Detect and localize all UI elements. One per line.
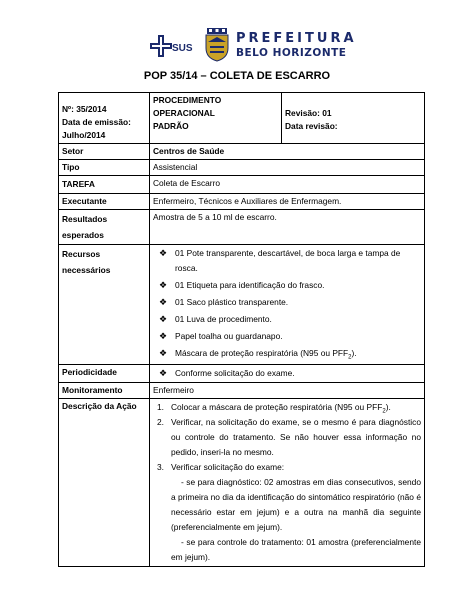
step-item: 1. Colocar a máscara de proteção respiratória (N95 ou $PFF_2$). [157,402,391,415]
row-recursos [59,245,425,365]
title-line2: OPERACIONAL [153,108,215,118]
step-item: 3. Verificar solicitação do exame: - se para diagnóstico: 02 amostras em dias consecutivos, sendo a primeira no dia da identificação do sintomático respiratório (não é necessário estar em jejum) e a outra na manhã dia seguinte (preferencialmente em jejum). - se para controle do tratamento: 01 amostra (preferencialmente em jejum). [153,460,421,565]
monitoramento-label: Monitoramento [59,383,150,399]
title-line1: PROCEDIMENTO [153,95,222,105]
org-name [236,32,357,60]
tipo-value: Assistencial [150,160,425,176]
executante-label: Executante [59,194,150,210]
revision-date: Data revisão: [285,121,338,131]
periodicidade-label: Periodicidade [59,365,150,383]
tarefa-label: TAREFA [59,176,150,194]
document-number: Nº: 35/2014 [62,104,107,114]
row-setor [59,144,425,160]
revision-cell [282,93,425,144]
periodicidade-value [150,365,425,383]
tipo-label: Tipo [59,160,150,176]
issue-label: Data de emissão: [62,117,131,127]
tarefa-value: Coleta de Escarro [150,176,425,194]
document-code: POP 35/14 – COLETA DE ESCARRO [143,70,331,82]
resultados-value: Amostra de 5 a 10 ml de escarro. [150,210,425,245]
list-item: ❖ 01 Saco plástico transparente. [153,295,421,310]
list-item: ❖ 01 Pote transparente, descartável, de boca larga e tampa de rosca. [159,248,401,273]
row-executante [59,194,425,210]
setor-label: Setor [59,144,150,160]
list-item: ❖ 01 Luva de procedimento. [153,312,421,327]
title-cell [150,93,282,144]
title-line3: PADRÃO [153,121,189,131]
bullet-icon: ❖ [159,297,168,307]
header-logos [148,28,357,64]
bullet-icon: ❖ [159,314,168,324]
sub-item-diagnostico: - se para diagnóstico: 02 amostras em dias consecutivos, sendo a primeira no dia da identificação do sintomático respiratório (não é necessário estar em jejum) e a outra na manhã dia seguinte (preferencialmente em jejum). [171,477,421,532]
bullet-icon: ❖ [159,368,168,378]
bullet-icon: ❖ [159,331,168,341]
bullet-icon: ❖ [159,348,168,358]
sub-item-controle: - se para controle do tratamento: 01 amostra (preferencialmente em jejum). [171,537,421,562]
city-crest-icon [204,28,230,62]
header-row [59,93,425,144]
monitoramento-value: Enfermeiro [150,383,425,399]
row-descricao [59,399,425,567]
recursos-list [153,246,421,361]
number-cell [59,93,150,144]
revision-number: Revisão: 01 [285,108,332,118]
org-name-line2: BELO HORIZONTE [236,47,347,59]
sus-logo-icon [148,34,198,60]
row-tarefa [59,176,425,194]
sus-logo-text: SUS [172,43,193,54]
recursos-label: Recursos necessários [59,245,150,365]
list-item: ❖ Papel toalha ou guardanapo. [153,329,421,344]
resultados-label: Resultados esperados [59,210,150,245]
descricao-label: Descrição da Ação [59,399,150,567]
issue-date: Julho/2014 [62,130,106,140]
bullet-icon: ❖ [159,248,168,258]
list-item: ❖ Conforme solicitação do exame. [153,366,421,381]
recursos-value [150,245,425,365]
bullet-icon: ❖ [159,280,168,290]
org-name-line1: PREFEITURA [236,31,357,46]
setor-value: Centros de Saúde [150,144,425,160]
row-periodicidade [59,365,425,383]
step-item: 2. Verificar, na solicitação do exame, se o mesmo é para diagnóstico ou controle do tratamento. Se não houver essa informação no pedido, inseri-la no mesmo. [157,417,421,457]
list-item: ❖ Máscara de proteção respiratória (N95 ou $PFF_2$). [159,348,357,361]
descricao-value [150,399,425,567]
list-item: ❖ 01 Etiqueta para identificação do frasco. [153,278,421,293]
steps-list [153,400,421,565]
executante-value: Enfermeiro, Técnicos e Auxiliares de Enfermagem. [150,194,425,210]
row-resultados [59,210,425,245]
row-monitoramento [59,383,425,399]
row-tipo [59,160,425,176]
procedure-table [58,92,425,567]
